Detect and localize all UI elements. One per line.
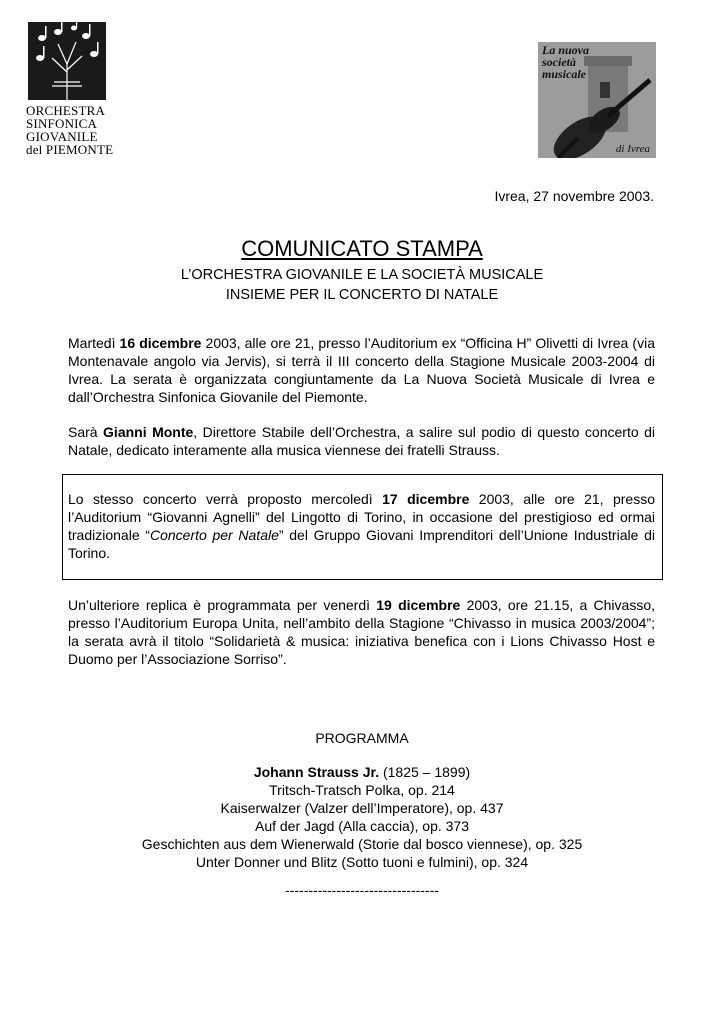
paragraph-torino-concert	[68, 490, 655, 562]
para2-conductor-name: Gianni Monte	[103, 424, 194, 440]
para1-text-b: 2003, alle ore 21, presso l’Auditorium ex “Officina H” Olivetti di Ivrea (via Montenavale angolo via Jervis), si terrà il III concerto della Stagione Musicale 2003-2004 di Ivrea. La serata è organizzata congiuntamente da La Nuova Società Musicale di Ivrea e dall’Orchestra Sinfonica Giovanile del Piemonte.	[68, 335, 655, 405]
program-separator: ---------------------------------	[285, 882, 439, 898]
org-line-2: SINFONICA	[26, 116, 98, 131]
para2-text-b: , Direttore Stabile dell’Orchestra, a salire sul podio di questo concerto di Natale, dedicato interamente alla musica viennese dei fratelli Strauss.	[68, 424, 655, 458]
para3-text-a: Lo stesso concerto verrà proposto mercoledì	[68, 491, 383, 507]
org-line-4: del PIEMONTE	[26, 142, 114, 157]
tree-music-icon	[28, 22, 106, 100]
society-line-2: società	[542, 55, 576, 69]
paragraph-chivasso-concert	[68, 596, 655, 668]
para2-text-a: Sarà	[68, 424, 104, 440]
para3-event-name: Concerto per Natale	[149, 527, 279, 543]
program-composer	[0, 763, 724, 781]
program-work: Tritsch-Tratsch Polka, op. 214	[269, 782, 455, 798]
para3-date: 17 dicembre	[382, 491, 470, 507]
para4-text-a: Un’ulteriore replica è programmata per venerdì	[68, 597, 377, 613]
orchestra-logo	[26, 22, 116, 156]
subtitle-line-1: L’ORCHESTRA GIOVANILE E LA SOCIETÀ MUSICALE	[180, 267, 544, 283]
society-line-3: musicale	[542, 67, 586, 81]
society-name	[542, 44, 589, 80]
program-work: Geschichten aus dem Wienerwald (Storie dal bosco viennese), op. 325	[141, 836, 583, 852]
orchestra-name	[26, 104, 116, 156]
paragraph-conductor	[68, 423, 655, 459]
para1-text-a: Martedì	[68, 335, 120, 351]
para3-text-b: 2003, alle ore 21, presso l’Auditorium “Giovanni Agnelli” del Lingotto di Torino, in occasione del prestigioso ed ormai tradizionale “	[68, 491, 656, 543]
program-work: Auf der Jagd (Alla caccia), op. 373	[254, 818, 469, 834]
para4-date: 19 dicembre	[376, 597, 461, 613]
program-work: Kaiserwalzer (Valzer dell’Imperatore), op. 437	[220, 800, 504, 816]
paragraph-ivrea-concert	[68, 334, 655, 406]
society-logo	[538, 42, 656, 158]
program-work: Unter Donner und Blitz (Sotto tuoni e fulmini), op. 324	[195, 854, 529, 870]
society-city: di Ivrea	[615, 143, 650, 155]
document-date: Ivrea, 27 novembre 2003.	[494, 188, 654, 204]
composer-years: (1825 – 1899)	[379, 764, 471, 780]
para4-text-b: 2003, ore 21.15, a Chivasso, presso l’Auditorium Europa Unita, nell’ambito della Stagione “Chivasso in musica 2003/2004”; la serata avrà il titolo “Solidarietà & musica: iniziativa benefica con i Lions Chivasso Host e Duomo per l’Associazione Sorriso”.	[68, 597, 656, 667]
society-line-1: La nuova	[542, 43, 590, 57]
org-line-3: GIOVANILE	[26, 129, 98, 144]
page-title: COMUNICATO STAMPA	[241, 236, 483, 261]
org-line-1: ORCHESTRA	[26, 103, 106, 118]
composer-name: Johann Strauss Jr.	[253, 764, 380, 780]
para3-text-c: ” del Gruppo Giovani Imprenditori dell’Unione Industriale di Torino.	[68, 527, 655, 561]
para1-date: 16 dicembre	[119, 335, 202, 351]
subtitle-line-2: INSIEME PER IL CONCERTO DI NATALE	[225, 287, 499, 303]
program-heading: PROGRAMMA	[315, 730, 409, 746]
